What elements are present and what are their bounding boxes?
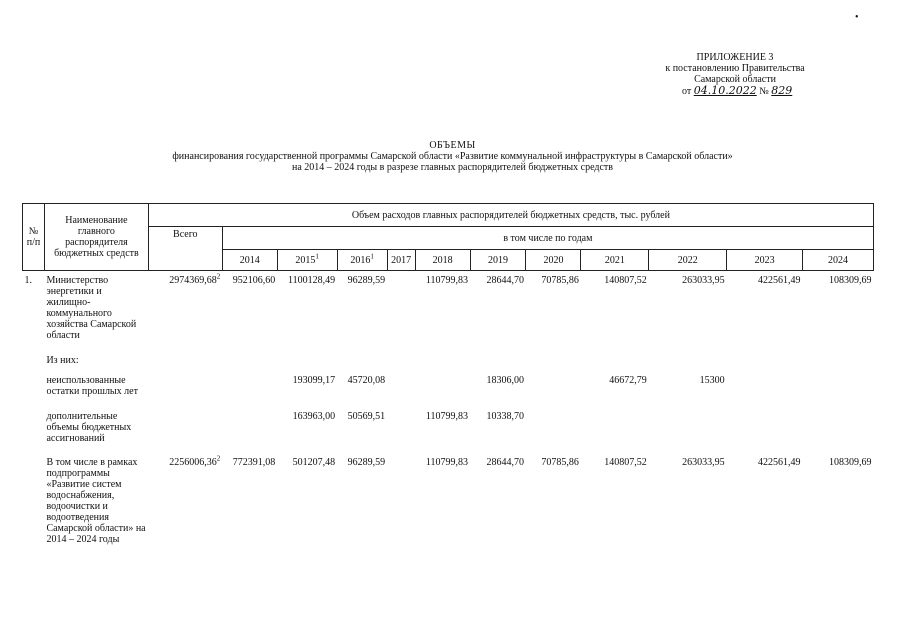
- year-footnote: 1: [315, 252, 319, 261]
- row-name: Министерство энергетики и жилищно-коммунального хозяйства Самарской области: [46, 275, 137, 341]
- header-year: [415, 250, 470, 271]
- row-total: [148, 407, 222, 453]
- row-year-value: [387, 407, 415, 453]
- scan-mark: •: [855, 12, 859, 23]
- year-label: 2016: [350, 254, 371, 266]
- document-title: [0, 140, 905, 173]
- row-total-value: 2974369,68: [169, 275, 217, 286]
- row-year-value: 263033,95: [682, 456, 725, 468]
- appendix-header: [640, 52, 830, 97]
- row-year-value: [277, 351, 337, 371]
- row-year-value: 70785,86: [541, 275, 579, 286]
- row-year-value: 952106,60: [232, 275, 276, 286]
- row-year-value: 96289,59: [347, 456, 386, 468]
- row-year-value: [387, 453, 415, 553]
- row-year-value: 46672,79: [609, 374, 647, 386]
- year-label: 2014: [239, 254, 260, 266]
- header-year: [649, 250, 727, 271]
- handwritten-number: 829: [771, 84, 793, 97]
- from-label: от: [682, 86, 692, 97]
- row-year-value: 422561,49: [758, 456, 801, 468]
- year-label: 2024: [828, 254, 848, 266]
- table-row: [23, 271, 874, 351]
- row-total-value: 2256006,36: [169, 456, 217, 468]
- row-year-value: 140807,52: [604, 456, 647, 468]
- row-year-value: [649, 351, 727, 371]
- header-year: [803, 250, 874, 271]
- row-year-value: [337, 351, 387, 371]
- row-year-value: [649, 407, 727, 453]
- row-year-value: 140807,52: [604, 275, 647, 286]
- row-year-value: 28644,70: [486, 456, 524, 468]
- row-year-value: [415, 371, 470, 407]
- row-year-value: [727, 407, 803, 453]
- header-year: [470, 250, 526, 271]
- year-label: 2021: [604, 254, 625, 266]
- total-footnote: 2: [216, 454, 221, 463]
- table-row: [23, 371, 874, 407]
- row-year-value: 163963,00: [292, 410, 336, 422]
- row-number: [23, 351, 45, 371]
- row-year-value: 110799,83: [425, 456, 469, 468]
- header-volume: Объем расходов главных распорядителей бюджетных средств, тыс. рублей: [148, 204, 873, 227]
- header-year: [727, 250, 803, 271]
- row-year-value: 772391,08: [232, 456, 276, 468]
- row-year-value: [803, 371, 874, 407]
- row-year-value: 108309,69: [829, 275, 872, 286]
- row-number: 1.: [24, 275, 32, 286]
- row-year-value: 422561,49: [758, 275, 801, 286]
- row-total: [148, 371, 222, 407]
- table-row: [23, 453, 874, 553]
- header-year: [222, 250, 277, 271]
- table-row: [23, 351, 874, 371]
- row-year-value: [387, 371, 415, 407]
- row-year-value: 110799,83: [425, 410, 469, 422]
- row-year-value: [803, 351, 874, 371]
- appendix-date-line: [640, 85, 830, 97]
- year-label: 2015: [295, 254, 316, 266]
- header-year: [526, 250, 581, 271]
- row-year-value: 45720,08: [347, 374, 386, 386]
- row-number: [23, 407, 45, 453]
- appendix-label: ПРИЛОЖЕНИЕ 3: [696, 52, 774, 63]
- total-footnote: 2: [216, 272, 221, 281]
- row-total: [148, 271, 222, 351]
- appendix-resolution-line: к постановлению Правительства: [665, 63, 805, 74]
- row-year-value: [727, 351, 803, 371]
- number-label: №: [759, 86, 769, 97]
- row-year-value: [581, 351, 649, 371]
- title-line-2: финансирования государственной программы Самарской области «Развитие коммунальной инфраструктуры в Самарской области»: [172, 151, 733, 162]
- header-total: Всего: [148, 227, 222, 271]
- row-year-value: [526, 351, 581, 371]
- row-year-value: [727, 371, 803, 407]
- year-label: 2023: [754, 254, 775, 266]
- header-year: [337, 250, 387, 271]
- row-number: [23, 371, 45, 407]
- row-year-value: [222, 371, 277, 407]
- row-year-value: 18306,00: [486, 374, 524, 386]
- title-main: ОБЪЕМЫ: [429, 140, 476, 151]
- row-number: [23, 453, 45, 553]
- row-year-value: 50569,51: [347, 410, 386, 422]
- row-year-value: 28644,70: [486, 275, 524, 286]
- header-year: [581, 250, 649, 271]
- year-label: 2022: [677, 254, 698, 266]
- row-year-value: [526, 371, 581, 407]
- row-year-value: 1100128,49: [288, 275, 336, 286]
- table-row: [23, 407, 874, 453]
- year-label: 2017: [391, 254, 412, 266]
- row-year-value: [803, 407, 874, 453]
- financing-table: [22, 203, 874, 553]
- row-total: [148, 351, 222, 371]
- row-year-value: 193099,17: [292, 374, 336, 386]
- row-name: неиспользованные остатки прошлых лет: [46, 374, 138, 397]
- row-year-value: 15300: [699, 374, 725, 386]
- row-name: Из них:: [46, 354, 79, 366]
- row-year-value: [415, 351, 470, 371]
- row-year-value: [581, 407, 649, 453]
- header-year: [387, 250, 415, 271]
- header-name: Наименование главного распорядителя бюджетных средств: [44, 204, 148, 271]
- table-body: [23, 271, 874, 553]
- year-label: 2020: [543, 254, 564, 266]
- row-name: В том числе в рамках подпрограммы «Развитие систем водоснабжения, водоочистки и водоотведения Самарской области» на 2014 – 2024 годы: [46, 456, 146, 545]
- year-label: 2018: [432, 254, 453, 266]
- row-year-value: [222, 351, 277, 371]
- row-year-value: 501207,48: [292, 456, 336, 468]
- row-year-value: 110799,83: [425, 275, 469, 286]
- row-name: дополнительные объемы бюджетных ассигнований: [46, 410, 132, 444]
- row-year-value: 96289,59: [347, 275, 386, 286]
- row-year-value: [387, 351, 415, 371]
- row-year-value: [470, 351, 526, 371]
- title-line-3: на 2014 – 2024 годы в разрезе главных распорядителей бюджетных средств: [291, 162, 614, 173]
- row-year-value: [387, 271, 415, 351]
- row-year-value: [526, 407, 581, 453]
- handwritten-date: 04.10.2022: [693, 84, 757, 97]
- year-label: 2019: [488, 254, 508, 266]
- appendix-region-line: Самарской области: [694, 74, 776, 85]
- row-year-value: 108309,69: [829, 456, 872, 468]
- row-year-value: 10338,70: [486, 410, 524, 422]
- header-number: № п/п: [23, 204, 45, 271]
- row-year-value: [222, 407, 277, 453]
- row-year-value: 70785,86: [541, 456, 579, 468]
- year-footnote: 1: [370, 252, 374, 261]
- header-by-years: в том числе по годам: [222, 227, 873, 250]
- header-year: [277, 250, 337, 271]
- row-year-value: 263033,95: [682, 275, 725, 286]
- row-total: [148, 453, 222, 553]
